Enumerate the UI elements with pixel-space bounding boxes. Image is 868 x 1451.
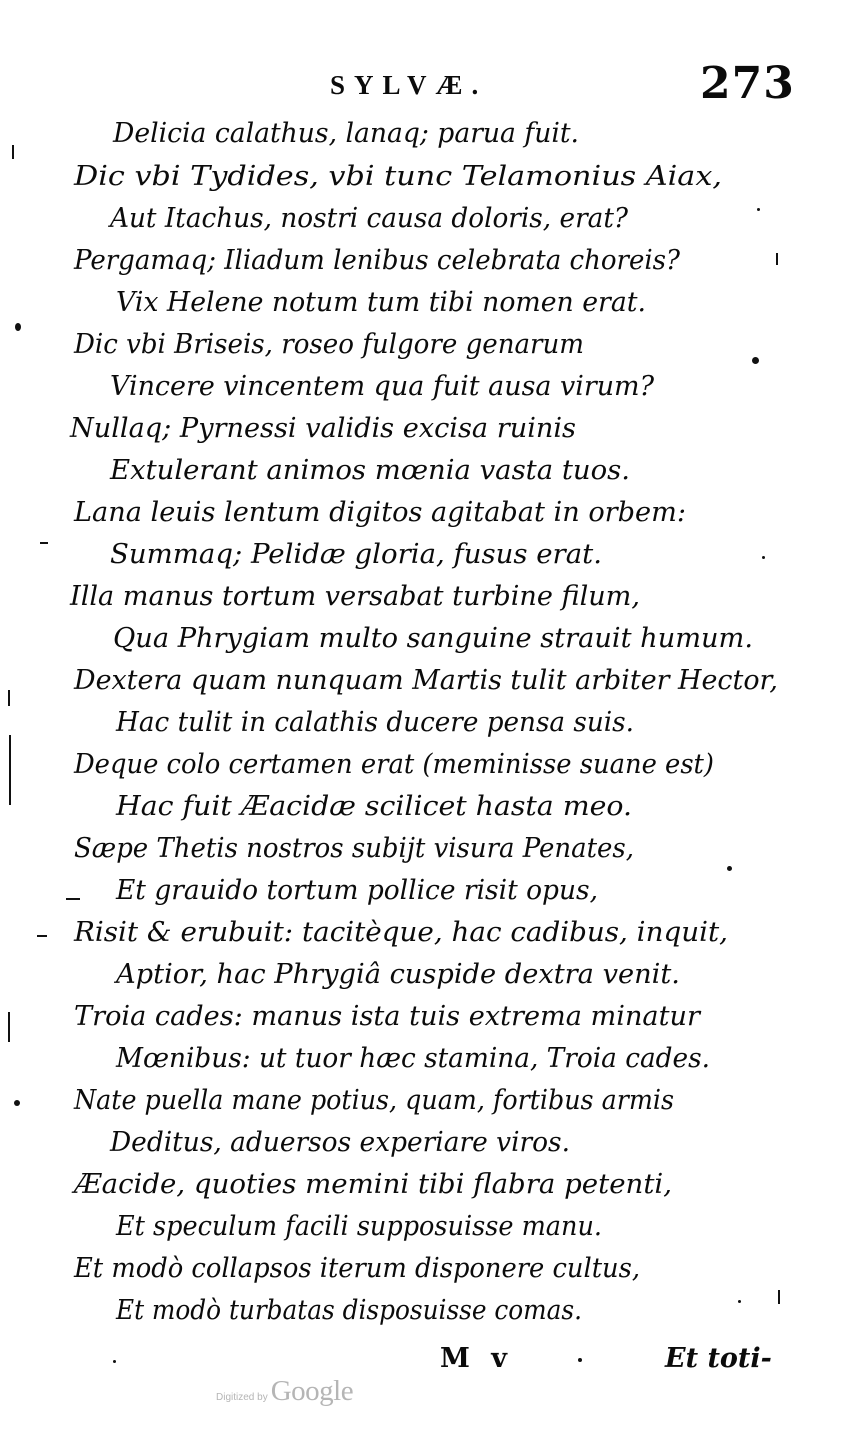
verse-line: Illa manus tortum versabat turbine filum, <box>70 581 640 612</box>
verse-line: Et grauido tortum pollice risit opus, <box>116 875 598 906</box>
verse-line: Vincere vincentem qua fuit ausa virum? <box>110 371 655 402</box>
verse-line: Qua Phrygiam multo sanguine strauit humum. <box>113 623 753 654</box>
page-number: 273 <box>700 58 795 109</box>
signature-mark: M v <box>440 1343 513 1374</box>
verse-line: Hac tulit in calathis ducere pensa suis. <box>116 707 635 738</box>
margin-mark <box>37 935 47 937</box>
ink-speck <box>578 1358 582 1362</box>
ink-speck <box>14 1100 20 1106</box>
verse-line: Lana leuis lentum digitos agitabat in orbem: <box>74 497 687 528</box>
ink-speck <box>757 208 760 211</box>
verse-line: Sæpe Thetis nostros subijt visura Penates, <box>74 833 634 864</box>
ink-speck <box>15 323 21 331</box>
margin-mark <box>12 145 14 159</box>
verse-line: Dic vbi Briseis, roseo fulgore genarum <box>74 329 585 360</box>
verse-line: Summaq; Pelidæ gloria, fusus erat. <box>110 539 602 570</box>
verse-line: Pergamaq; Iliadum lenibus celebrata choreis? <box>74 245 680 276</box>
verse-line: Vix Helene notum tum tibi nomen erat. <box>116 287 646 318</box>
verse-line: Extulerant animos mœnia vasta tuos. <box>110 455 631 486</box>
verse-line: Mœnibus: ut tuor hæc stamina, Troia cades. <box>116 1043 710 1074</box>
verse-line: Hac fuit Æacidæ scilicet hasta meo. <box>116 791 633 822</box>
ink-speck <box>762 556 765 559</box>
verse-line: Dextera quam nunquam Martis tulit arbiter Hector, <box>74 665 778 696</box>
verse-line: Risit & erubuit: tacitèque, hac cadibus, inquit, <box>74 917 729 948</box>
running-head: SYLVÆ. <box>330 70 488 100</box>
verse-line: Dic vbi Tydides, vbi tunc Telamonius Aiax, <box>74 161 722 192</box>
verse-line: Deque colo certamen erat (meminisse suane est) <box>74 749 714 780</box>
margin-mark <box>66 898 80 900</box>
verse-line: Deditus, aduersos experiare viros. <box>110 1127 571 1158</box>
margin-mark <box>778 1290 780 1304</box>
verse-line: Troia cades: manus ista tuis extrema minatur <box>74 1001 700 1032</box>
verse-line: Nate puella mane potius, quam, fortibus armis <box>74 1085 674 1116</box>
verse-line: Æacide, quoties memini tibi flabra petenti, <box>74 1169 673 1200</box>
ink-speck <box>113 1360 116 1363</box>
ink-speck <box>727 866 732 871</box>
verse-line: Et modò turbatas disposuisse comas. <box>116 1295 583 1326</box>
margin-mark <box>40 542 48 544</box>
google-logo: Google <box>270 1375 354 1407</box>
verse-line: Nullaq; Pyrnessi validis excisa ruinis <box>70 413 576 444</box>
margin-mark <box>8 1012 10 1042</box>
margin-mark <box>776 253 778 265</box>
margin-mark <box>8 690 10 706</box>
verse-line: Aptior, hac Phrygiâ cuspide dextra venit. <box>116 959 680 990</box>
verse-line: Et speculum facili supposuisse manu. <box>116 1211 603 1242</box>
ink-speck <box>752 357 759 364</box>
verse-line: Et modò collapsos iterum disponere cultus, <box>74 1253 641 1284</box>
ink-speck <box>738 1300 741 1303</box>
catchword: Et toti- <box>665 1343 772 1374</box>
margin-mark <box>9 735 11 805</box>
watermark-prefix: Digitized by <box>216 1392 268 1403</box>
verse-line: Aut Itachus, nostri causa doloris, erat? <box>110 203 629 234</box>
verse-line: Delicia calathus, lanaq; parua fuit. <box>113 118 580 149</box>
digitized-by-google-watermark <box>216 1375 353 1408</box>
